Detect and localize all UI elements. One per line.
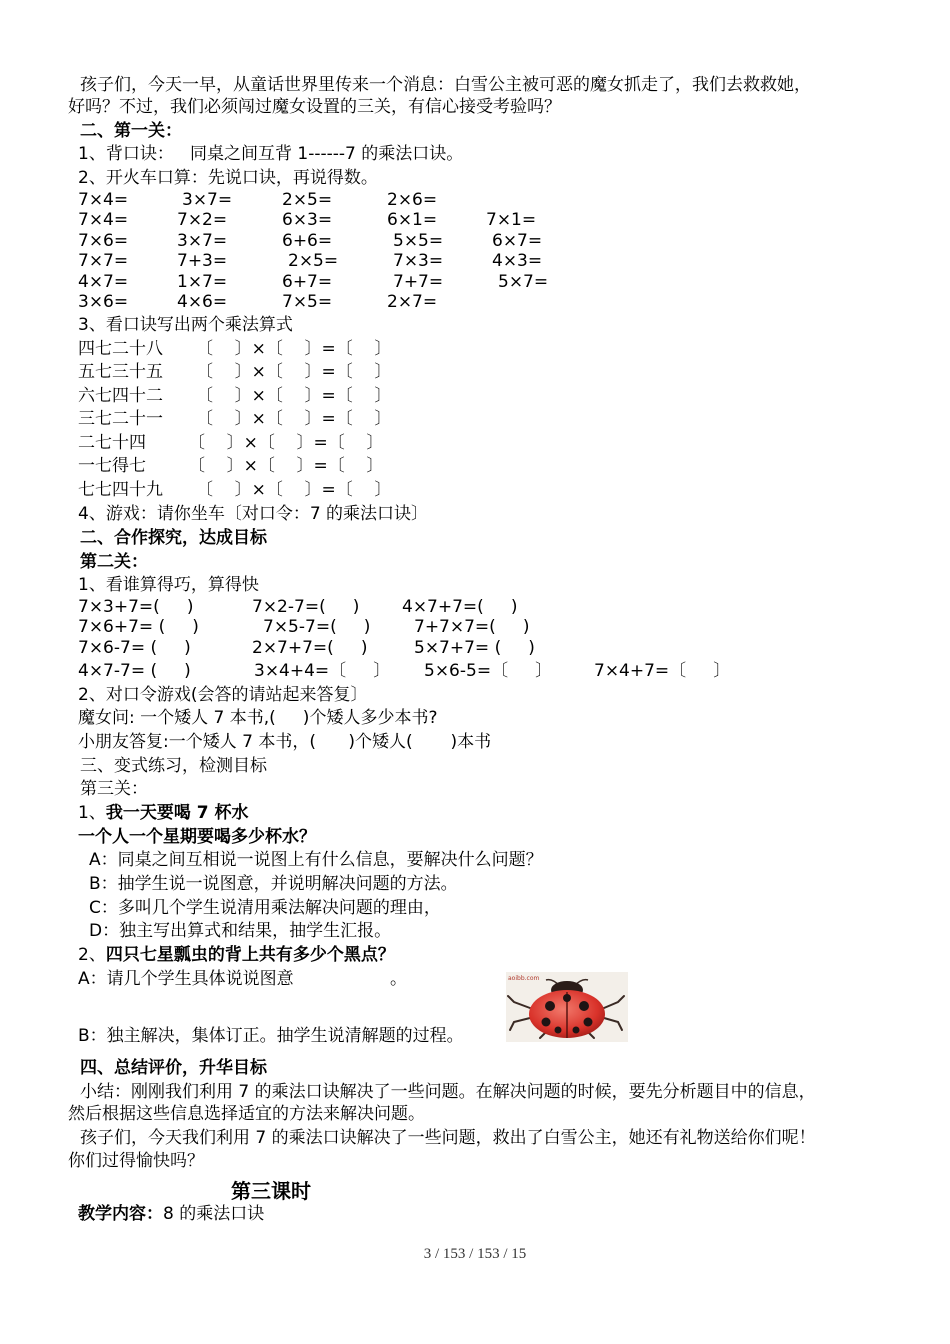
quick-calc-cell: 3×4+4=〔 〕	[254, 661, 391, 681]
koujue-formula: 〔 〕×〔 〕=〔 〕	[196, 409, 392, 429]
calc-cell: 4×7=	[78, 272, 129, 292]
koujue-row	[78, 408, 478, 430]
calc-cell: 2×5=	[282, 190, 333, 210]
calc-cell: 6+6=	[282, 231, 333, 251]
problem-1-step-d: D：独主写出算式和结果，抽学生汇报。	[89, 921, 392, 941]
calc-cell: 7×6=	[78, 231, 129, 251]
section-summary-title: 四、总结评价，升华目标	[80, 1058, 267, 1078]
koujue-row	[78, 361, 478, 383]
summary-line-2: 然后根据这些信息选择适宜的方法来解决问题。	[68, 1104, 425, 1124]
image-watermark: aoibb.com	[508, 975, 540, 982]
quick-calc-cell: 5×7+7= ( )	[414, 638, 535, 658]
calc-row	[78, 291, 678, 313]
calc-cell: 7×3=	[393, 251, 444, 271]
second-level-title: 第二关：	[80, 552, 148, 572]
koujue-text: 二七十四	[78, 433, 146, 453]
calc-cell: 2×7=	[387, 292, 438, 312]
calc-cell: 3×6=	[78, 292, 129, 312]
problem-1-step-a: A：同桌之间互相说一说图上有什么信息，要解决什么问题？	[89, 850, 543, 870]
calc-cell: 7×7=	[78, 251, 129, 271]
third-level-title: 第三关：	[80, 779, 148, 799]
koujue-formula: 〔 〕×〔 〕=〔 〕	[196, 362, 392, 382]
calc-row	[78, 271, 678, 293]
calc-cell: 4×6=	[177, 292, 228, 312]
calc-cell: 7×4=	[78, 210, 129, 230]
section-first-level-title: 二、第一关：	[80, 121, 182, 141]
item-koujue-write: 3、看口诀写出两个乘法算式	[78, 315, 293, 335]
calc-cell: 6×7=	[492, 231, 543, 251]
quick-calc-cell: 4×7-7= ( )	[78, 661, 191, 681]
problem-2-text: 四只七星瓢虫的背上共有多少个黑点？	[105, 945, 395, 965]
item-train-calc: 2、开火车口算：先说口诀，再说得数。	[78, 168, 378, 188]
calc-row	[78, 209, 678, 231]
calc-cell: 5×5=	[393, 231, 444, 251]
koujue-formula: 〔 〕×〔 〕=〔 〕	[188, 456, 384, 476]
quick-calc-row	[78, 596, 778, 618]
calc-cell: 6+7=	[282, 272, 333, 292]
quick-calc-cell: 7×5-7=( )	[263, 617, 371, 637]
problem-2-step-a-end: 。	[390, 969, 407, 989]
koujue-text: 五七三十五	[78, 362, 163, 382]
calc-cell: 6×1=	[387, 210, 438, 230]
calc-cell: 1×7=	[177, 272, 228, 292]
quick-calc-cell: 7×6-7= ( )	[78, 638, 191, 658]
kid-answer: 小朋友答复:一个矮人 7 本书，( )个矮人( )本书	[78, 732, 492, 752]
teaching-content	[78, 1203, 264, 1225]
koujue-formula: 〔 〕×〔 〕=〔 〕	[196, 386, 392, 406]
teaching-content-value: 8 的乘法口诀	[163, 1204, 265, 1224]
summary-line-1: 小结：刚刚我们利用 7 的乘法口诀解决了一些问题。在解决问题的时候，要先分析题目中的信息，	[80, 1082, 816, 1102]
problem-1-step-b: B：抽学生说一说图意，并说明解决问题的方法。	[89, 874, 458, 894]
section-variation-title: 三、变式练习，检测目标	[80, 756, 267, 776]
quick-calc-row	[78, 637, 778, 659]
koujue-text: 七七四十九	[78, 480, 163, 500]
problem-2-step-a: A：请几个学生具体说说图意	[78, 969, 294, 989]
koujue-text: 六七四十二	[78, 386, 163, 406]
quick-calc-cell: 5×6-5=〔 〕	[424, 661, 553, 681]
calc-cell: 7+7=	[393, 272, 444, 292]
quick-calc-row	[78, 616, 778, 638]
koujue-formula: 〔 〕×〔 〕=〔 〕	[196, 339, 392, 359]
problem-1-step-c: C：多叫几个学生说清用乘法解决问题的理由，	[89, 898, 441, 918]
quick-calc-cell: 7×4+7=〔 〕	[594, 661, 731, 681]
calc-cell: 2×6=	[387, 190, 438, 210]
koujue-text: 三七二十一	[78, 409, 163, 429]
koujue-row	[78, 338, 478, 360]
problem-2-step-b: B：独主解决，集体订正。抽学生说清解题的过程。	[78, 1026, 464, 1046]
calc-cell: 7+3=	[177, 251, 228, 271]
item-recite: 1、背口诀： 同桌之间互背 1------7 的乘法口诀。	[78, 144, 464, 164]
calc-cell: 7×2=	[177, 210, 228, 230]
koujue-formula: 〔 〕×〔 〕=〔 〕	[188, 433, 384, 453]
calc-cell: 6×3=	[282, 210, 333, 230]
quick-calc-cell: 7×3+7=( )	[78, 597, 194, 617]
calc-cell: 5×7=	[498, 272, 549, 292]
section-cooperate-title: 二、合作探究，达成目标	[80, 528, 267, 548]
quick-calc-cell: 7×2-7=( )	[252, 597, 360, 617]
ladybug-image	[506, 972, 628, 1042]
problem-1-title	[78, 802, 249, 824]
koujue-row	[78, 385, 478, 407]
calc-cell: 4×3=	[492, 251, 543, 271]
quick-calc-cell: 4×7+7=( )	[402, 597, 518, 617]
quick-calc-cell: 7+7×7=( )	[414, 617, 530, 637]
closing-line-1: 孩子们，今天我们利用 7 的乘法口诀解决了一些问题，救出了白雪公主，她还有礼物送给你们呢！	[80, 1128, 816, 1148]
problem-2-number: 2、	[78, 945, 106, 965]
koujue-formula: 〔 〕×〔 〕=〔 〕	[196, 480, 392, 500]
calc-row	[78, 250, 678, 272]
koujue-text: 一七得七	[78, 456, 146, 476]
koujue-row	[78, 432, 478, 454]
quick-calc-cell: 7×6+7= ( )	[78, 617, 199, 637]
calc-cell: 7×5=	[282, 292, 333, 312]
calc-cell: 2×5=	[288, 251, 339, 271]
calc-row	[78, 189, 678, 211]
quick-calc-row	[78, 660, 798, 682]
calc-cell: 7×1=	[486, 210, 537, 230]
problem-1-number: 1、	[78, 803, 106, 823]
page-footer: 3 / 153 / 153 / 15	[423, 1246, 527, 1262]
koujue-row	[78, 479, 478, 501]
problem-2-title	[78, 944, 395, 966]
item-password-game: 2、对口令游戏(会答的请站起来答复〕	[78, 685, 368, 705]
intro-line-1: 孩子们，今天一早，从童话世界里传来一个消息：白雪公主被可恶的魔女抓走了，我们去救救她，	[80, 75, 811, 95]
lesson-heading: 第三课时	[231, 1179, 311, 1203]
calc-row	[78, 230, 678, 252]
problem-1-text: 我一天要喝 7 杯水	[105, 803, 249, 823]
item-game: 4、游戏：请你坐车〔对口令：7 的乘法口诀〕	[78, 504, 429, 524]
intro-line-2: 好吗？不过，我们必须闯过魔女设置的三关，有信心接受考验吗？	[68, 97, 561, 117]
calc-cell: 3×7=	[182, 190, 233, 210]
koujue-text: 四七二十八	[78, 339, 163, 359]
calc-cell: 3×7=	[177, 231, 228, 251]
koujue-row	[78, 455, 478, 477]
problem-1-question: 一个人一个星期要喝多少杯水？	[78, 827, 316, 847]
witch-question: 魔女问: 一个矮人 7 本书,( )个矮人多少本书?	[78, 708, 438, 728]
teaching-content-label: 教学内容：	[78, 1204, 163, 1224]
calc-cell: 7×4=	[78, 190, 129, 210]
quick-calc-cell: 2×7+7=( )	[252, 638, 368, 658]
closing-line-2: 你们过得愉快吗？	[68, 1151, 204, 1171]
item-quick-calc: 1、看谁算得巧，算得快	[78, 575, 259, 595]
